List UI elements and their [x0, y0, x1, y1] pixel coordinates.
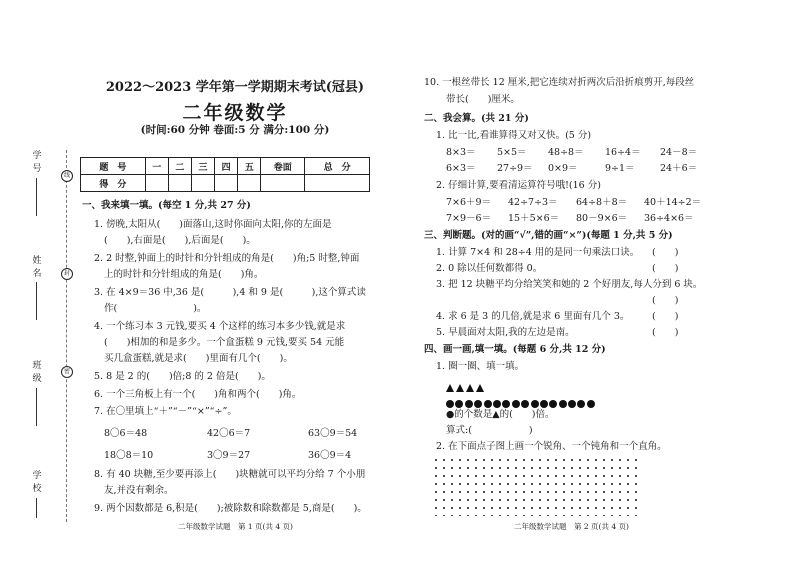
score-cell[interactable]	[261, 175, 305, 192]
judge-bracket[interactable]: ( )	[652, 311, 679, 322]
mixed-item: 64÷8＋8＝	[576, 197, 628, 208]
class-label: 班 级	[32, 361, 42, 384]
triangle-shape	[446, 384, 454, 392]
q9: 9. 两个因数都是 6,积是( );被除数和除数都是 5,商是( )。	[94, 503, 367, 514]
q1-line2: ( ),右面是( ),后面是( )。	[104, 235, 256, 246]
circle-shape	[568, 400, 576, 408]
section4-q1-formula: 算式:( )	[446, 425, 533, 436]
circle-shape	[493, 400, 501, 408]
score-cell[interactable]	[168, 175, 191, 192]
binding-mark-seal: 封	[61, 268, 73, 280]
section4-q1-fill: ●的个数是▲的( )倍。	[446, 409, 555, 420]
score-table	[80, 157, 370, 192]
circle-shape	[474, 400, 482, 408]
score-cell[interactable]	[191, 175, 214, 192]
calc-item: 9÷1＝	[605, 163, 635, 174]
triangle-shape	[476, 384, 484, 392]
page-footer-left: 二年级数学试题 第 1 页(共 4 页)	[178, 522, 293, 531]
school-label: 学 校	[32, 471, 42, 494]
score-header-cell: 一	[145, 158, 168, 175]
judge-item: 4. 求 6 是 3 的几倍,就是求 6 里面有几个 3。	[436, 311, 630, 322]
q7: 7. 在〇里填上“＋”“－”“×”“÷”。	[94, 406, 237, 417]
q7-item: 63〇9＝54	[308, 428, 358, 439]
q1-line1: 1. 傍晚,太阳从( )面落山,这时你面向太阳,你的左面是	[94, 219, 332, 230]
section2-q1: 1. 比一比,看谁算得又对又快。(5 分)	[436, 130, 592, 141]
name-field[interactable]	[36, 282, 37, 320]
exam-info: (时间:60 分钟 卷面:5 分 满分:100 分)	[140, 124, 330, 136]
circle-shape	[531, 400, 539, 408]
judge-item: 1. 计算 7×4 和 28÷4 用的是同一句乘法口诀。	[436, 247, 640, 258]
score-header-cell: 卷面	[261, 158, 305, 175]
score-header-cell: 五	[238, 158, 261, 175]
mixed-item: 80－9×6＝	[576, 213, 628, 224]
circle-shape	[502, 400, 510, 408]
q2-line2: 上的时针和分针组成的角是( )角。	[104, 269, 264, 280]
score-header-cell: 题 号	[81, 158, 146, 175]
q4-line3: 买几盒蛋糕,就是求( )里面有几个( )。	[104, 353, 293, 364]
calc-item: 24－8＝	[660, 147, 698, 158]
score-cell[interactable]	[145, 175, 168, 192]
section2-q2: 2. 仔细计算,要看清运算符号哦!(16 分)	[436, 180, 601, 191]
subject-title: 二年级数学	[182, 102, 288, 124]
section4-heading: 四、画一画,填一填。(每题 6 分,共 12 分)	[424, 344, 606, 355]
circle-shape	[559, 400, 567, 408]
school-field[interactable]	[36, 498, 37, 518]
q3-line1: 3. 在 4×9＝36 中,36 是( ),4 和 9 是( ),这个算式读	[94, 287, 366, 298]
student-no-field[interactable]	[36, 178, 37, 216]
calc-item: 27÷9＝	[497, 163, 533, 174]
mixed-item: 36÷4×6＝	[644, 213, 694, 224]
triangle-shape	[466, 384, 474, 392]
mixed-item: 42÷7÷3＝	[508, 197, 558, 208]
q7-item: 36〇9＝4	[308, 450, 352, 461]
triangle-shape	[456, 384, 464, 392]
q10-line2: 带长( )厘米。	[446, 94, 520, 105]
section1-heading: 一、我来填一填。(每空 1 分,共 27 分)	[82, 200, 251, 211]
calc-item: 5×5＝	[497, 147, 527, 158]
judge-bracket[interactable]: ( )	[652, 327, 679, 338]
dot-grid[interactable]	[432, 456, 642, 516]
calc-item: 48÷8＝	[548, 147, 584, 158]
q4-line1: 4. 一个练习本 3 元钱,要买 4 个这样的练习本多少钱,就是求	[94, 321, 346, 332]
score-row-label: 得 分	[81, 175, 146, 192]
score-cell[interactable]	[215, 175, 238, 192]
q7-item: 18〇8＝10	[104, 450, 154, 461]
name-label: 姓 名	[32, 256, 42, 279]
q7-item: 3〇9＝27	[207, 450, 251, 461]
circle-shape	[446, 400, 454, 408]
circle-shape	[577, 400, 585, 408]
q6: 6. 一个三角板上有一个( )角和两个( )角。	[94, 389, 302, 400]
circle-shape	[549, 400, 557, 408]
q7-item: 8〇6＝48	[104, 428, 148, 439]
circle-shape	[455, 400, 463, 408]
circle-shape	[512, 400, 520, 408]
calc-item: 8×3＝	[446, 147, 476, 158]
mixed-item: 7×9－6＝	[446, 213, 492, 224]
q8-line1: 8. 有 40 块糖,至少要再添上( )块糖就可以平均分给 7 个小朋	[94, 469, 366, 480]
score-header-cell: 三	[191, 158, 214, 175]
circle-shape	[465, 400, 473, 408]
judge-item: 5. 早晨面对太阳,我的左边是南。	[436, 327, 575, 338]
judge-bracket[interactable]: ( )	[652, 247, 679, 258]
q8-line2: 友,并没有剩余。	[104, 485, 174, 496]
circle-shape	[587, 400, 595, 408]
circle-shape	[540, 400, 548, 408]
q7-item: 42〇6＝7	[207, 428, 251, 439]
binding-dashed-line	[66, 150, 67, 522]
q4-line2: ( )相加的和是多少。一个盒蛋糕 9 元钱,要买 54 元能	[104, 337, 345, 348]
score-table-header-row	[81, 158, 370, 175]
student-no-label: 学 号	[32, 151, 42, 174]
judge-bracket[interactable]: ( )	[652, 263, 679, 274]
calc-item: 24＋6＝	[660, 163, 698, 174]
judge-bracket[interactable]: ( )	[652, 295, 679, 306]
section4-q2: 2. 在下面点子图上画一个锐角、一个钝角和一个直角。	[436, 441, 667, 452]
score-header-cell: 四	[215, 158, 238, 175]
section2-heading: 二、我会算。(共 21 分)	[424, 113, 529, 124]
score-cell[interactable]	[238, 175, 261, 192]
q2-line1: 2. 2 时整,钟面上的时针和分针组成的角是( )角;5 时整,钟面	[94, 253, 360, 264]
score-cell[interactable]	[305, 175, 370, 192]
mixed-item: 7×6＋9＝	[446, 197, 492, 208]
judge-item: 3. 把 12 块糖平均分给笑笑和她的 2 个好朋友,每人分到 6 块。	[436, 279, 703, 290]
section3-heading: 三、判断题。(对的画“√”,错的画“×”)(每题 1 分,共 5 分)	[424, 230, 673, 241]
q10-line1: 10. 一根丝带长 12 厘米,把它连续对折两次后沿折痕剪开,每段丝	[424, 77, 695, 88]
calc-item: 6×3＝	[446, 163, 476, 174]
page-footer-right: 二年级数学试题 第 2 页(共 4 页)	[514, 522, 629, 531]
calc-item: 16÷4＝	[605, 147, 641, 158]
section4-q1: 1. 圈一圈、填一填。	[436, 361, 525, 372]
binding-mark-secret: 密	[61, 366, 73, 378]
binding-mark-line: 线	[61, 170, 73, 182]
exam-title: 2022～2023 学年第一学期期末考试(冠县)	[105, 80, 365, 95]
score-header-cell: 总 分	[305, 158, 370, 175]
class-field[interactable]	[36, 388, 37, 426]
score-header-cell: 二	[168, 158, 191, 175]
mixed-item: 15＋5×6＝	[508, 213, 560, 224]
circle-shape	[484, 400, 492, 408]
circle-shape	[521, 400, 529, 408]
judge-item: 2. 0 除以任何数都得 0。	[436, 263, 543, 274]
q3-line2: 作( )。	[104, 303, 207, 314]
calc-item: 0×9＝	[548, 163, 578, 174]
q5: 5. 8 是 2 的( )倍;8 的 2 倍是( )。	[94, 371, 271, 382]
score-table-score-row	[81, 175, 370, 192]
mixed-item: 40＋14÷2＝	[644, 197, 702, 208]
